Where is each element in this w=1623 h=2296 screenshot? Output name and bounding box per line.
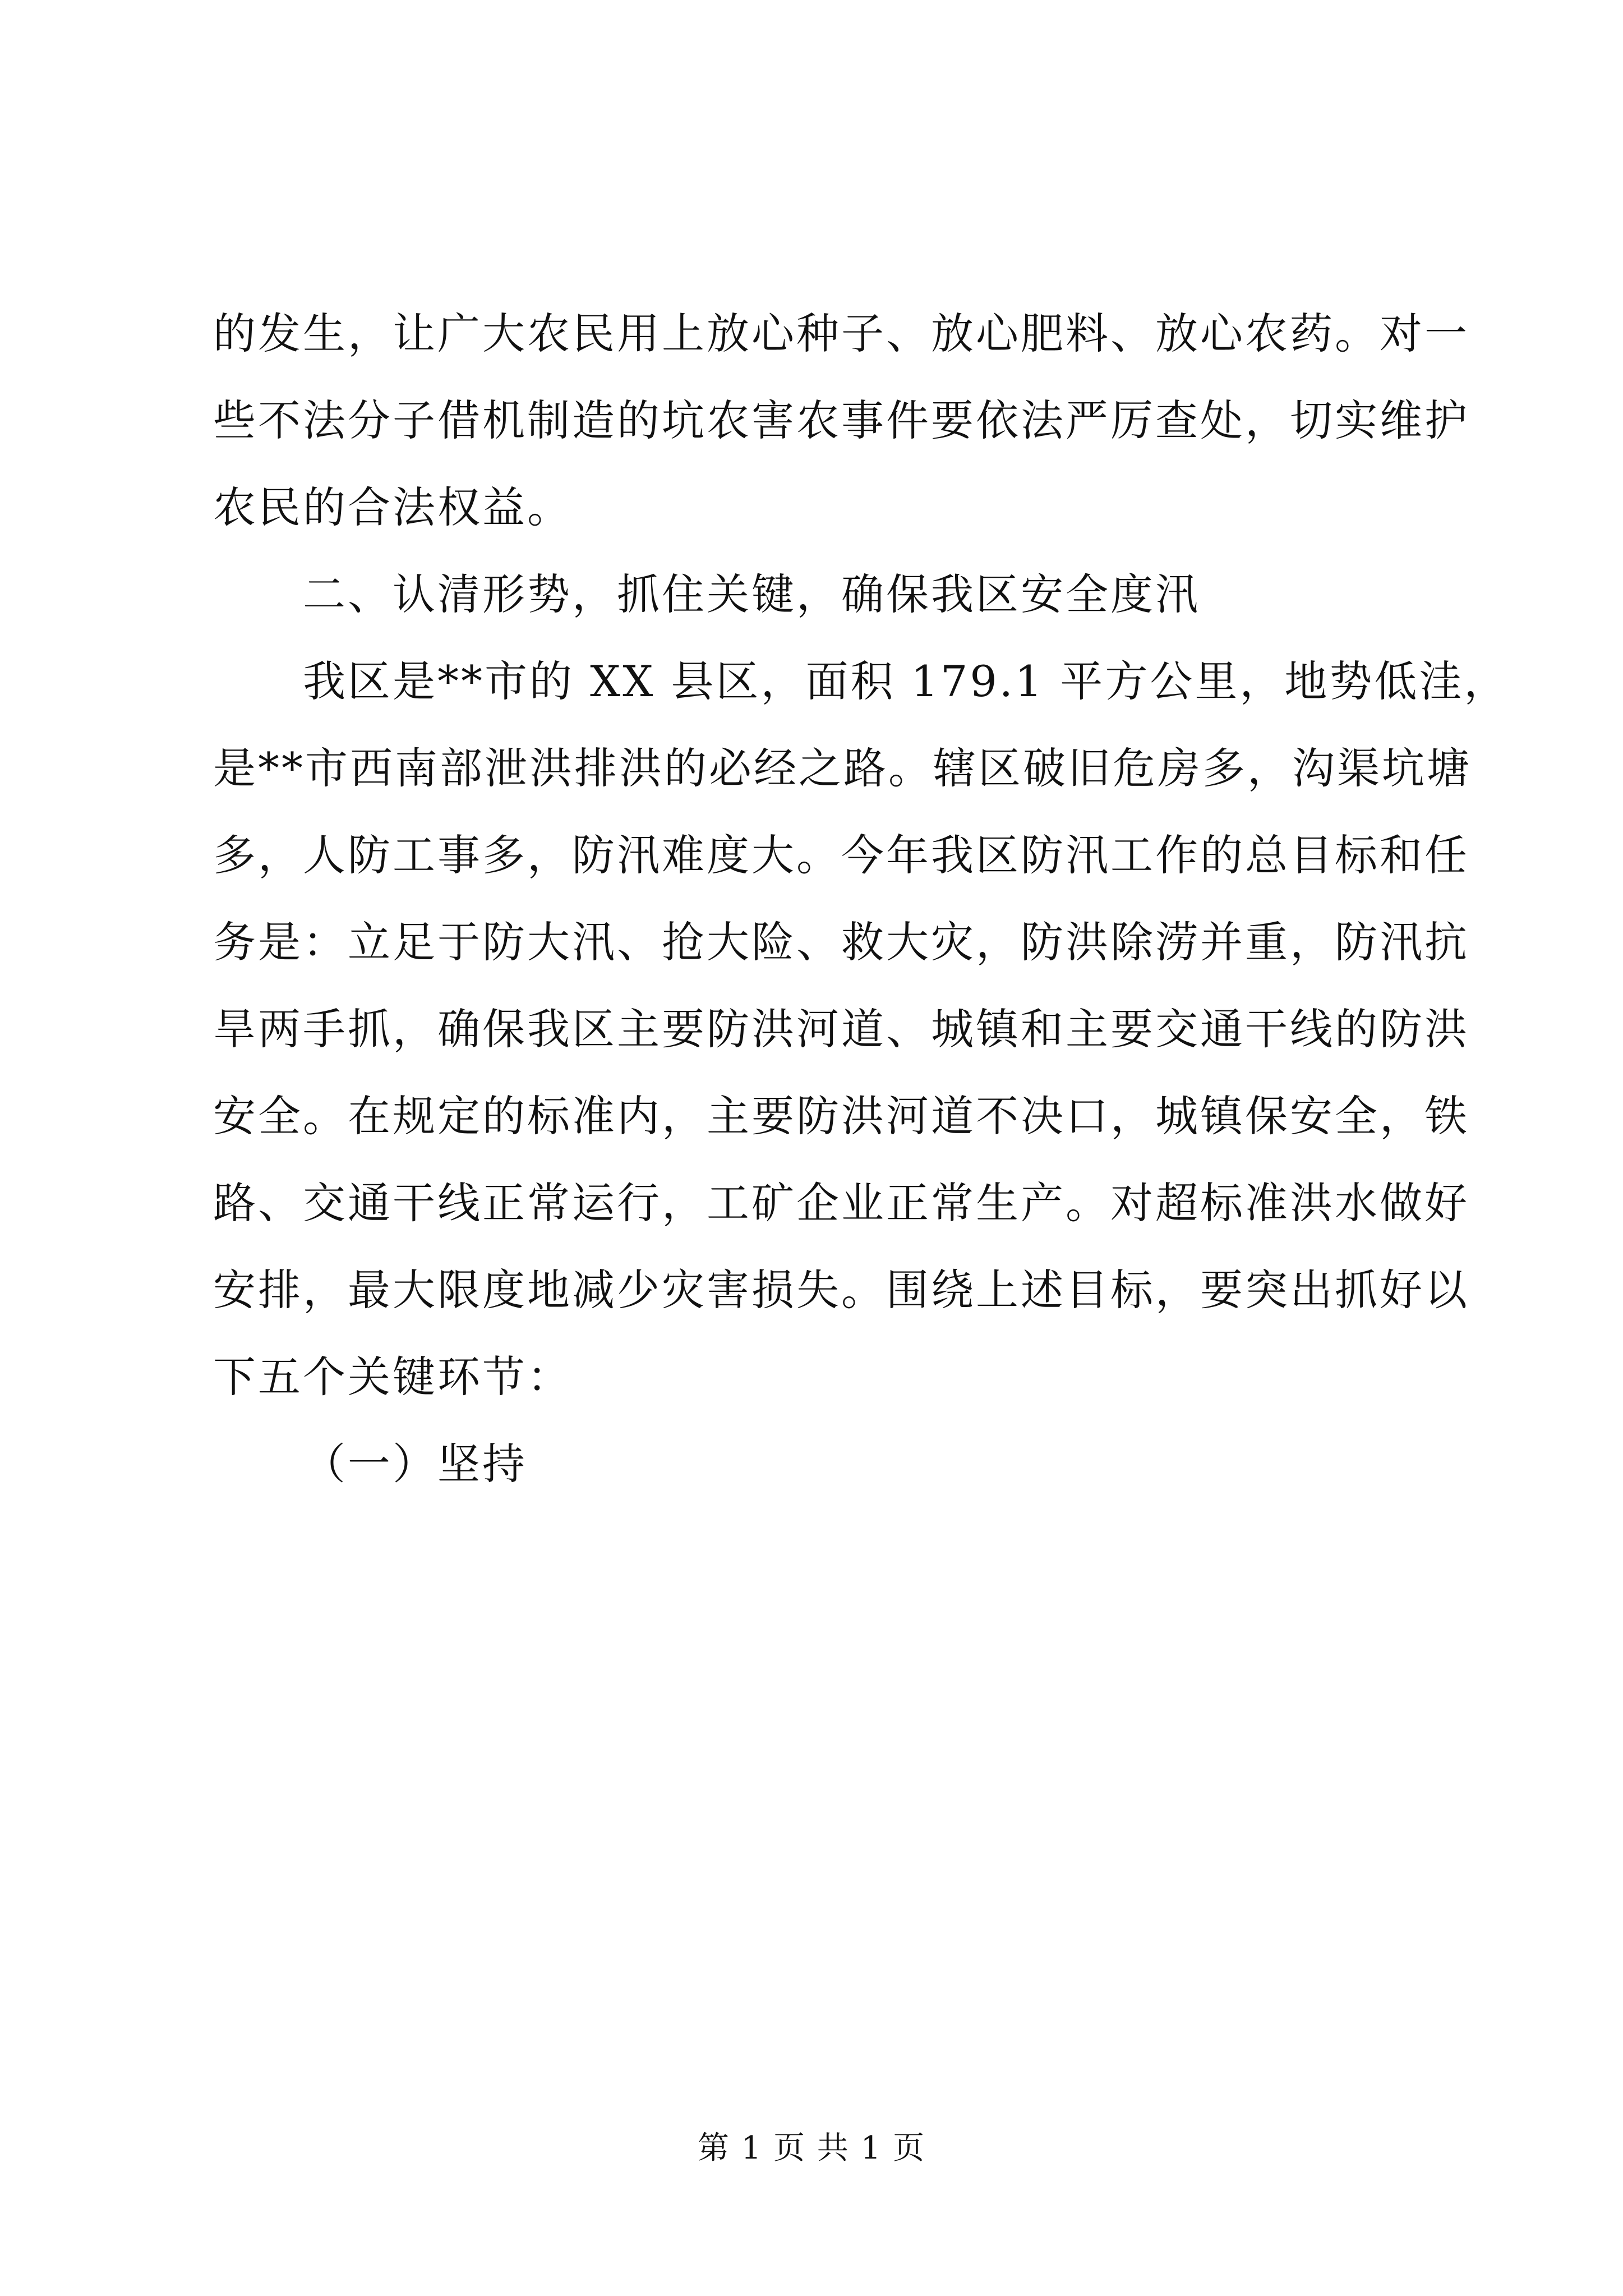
paragraph-line: 是**市西南部泄洪排洪的必经之路。辖区破旧危房多，沟渠坑塘 [213, 743, 1472, 793]
paragraph-line: 安全。在规定的标准内，主要防洪河道不决口，城镇保安全，铁 [213, 1091, 1469, 1141]
paragraph-line: 的发生，让广大农民用上放心种子、放心肥料、放心农药。对一 [213, 309, 1469, 358]
paragraph-line: 多，人防工事多，防汛难度大。今年我区防汛工作的总目标和任 [213, 830, 1469, 880]
paragraph-line: 我区是**市的 XX 县区，面积 179.1 平方公里，地势低洼， [303, 656, 1509, 706]
section-heading: 二、认清形势，抓住关键，确保我区安全度汛 [303, 569, 1200, 619]
paragraph-line: 务是：立足于防大汛、抢大险、救大灾，防洪除涝并重，防汛抗 [213, 917, 1469, 967]
paragraph-line: 旱两手抓，确保我区主要防洪河道、城镇和主要交通干线的防洪 [213, 1004, 1469, 1054]
paragraph-line: 农民的合法权益。 [213, 482, 572, 532]
paragraph-line: 下五个关键环节： [213, 1352, 572, 1402]
page-number-footer: 第 1 页 共 1 页 [697, 2130, 926, 2166]
subsection-heading: （一）坚持 [303, 1439, 527, 1489]
paragraph-line: 安排，最大限度地减少灾害损失。围绕上述目标，要突出抓好以 [213, 1265, 1469, 1315]
paragraph-line: 路、交通干线正常运行，工矿企业正常生产。对超标准洪水做好 [213, 1178, 1469, 1228]
paragraph-line: 些不法分子借机制造的坑农害农事件要依法严厉查处，切实维护 [213, 395, 1469, 445]
